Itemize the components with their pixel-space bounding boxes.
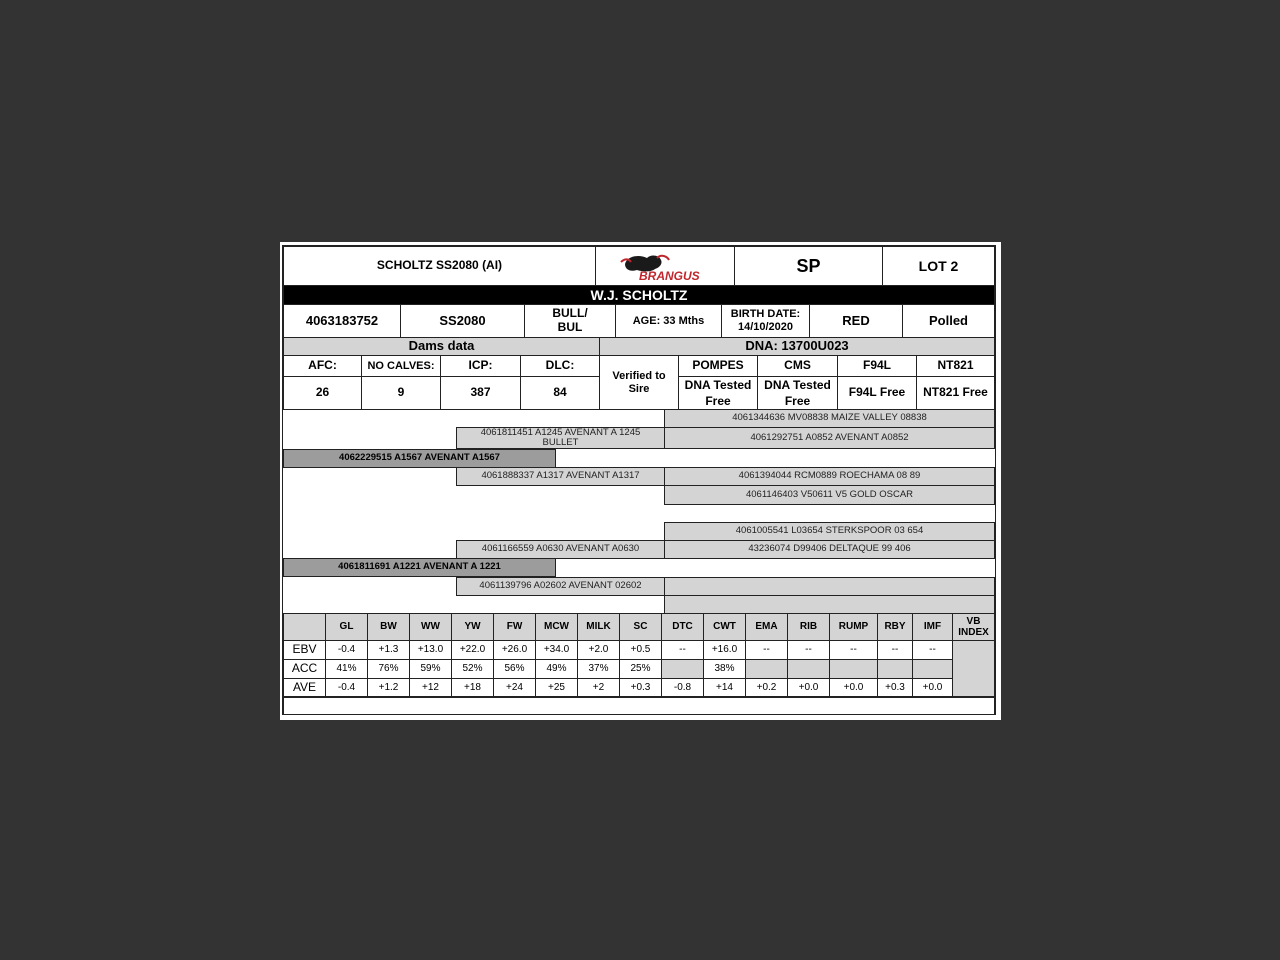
ped-dam-sire-sire: 4061005541 L03654 STERKSPOOR 03 654 — [664, 522, 995, 541]
birth-date-value: 14/10/2020 — [737, 321, 794, 333]
stats-cell-ave-rib: +0.0 — [787, 678, 830, 698]
stats-cell-ave-dtc: -0.8 — [661, 678, 704, 698]
ped-dam-sire-dam: 43236074 D99406 DELTAQUE 99 406 — [664, 540, 995, 559]
dna-test-name-cms: CMS — [757, 355, 838, 377]
stats-header-fw: FW — [493, 613, 536, 641]
stats-cell-acc-rib — [787, 659, 830, 679]
stats-row-label-ebv: EBV — [283, 640, 326, 660]
stats-corner — [283, 613, 326, 641]
stats-header-cwt: CWT — [703, 613, 746, 641]
dna-test-result-f94l: F94L Free — [837, 376, 917, 410]
stats-cell-ebv-mcw: +34.0 — [535, 640, 578, 660]
stats-cell-ave-rump: +0.0 — [829, 678, 878, 698]
stats-cell-ebv-rib: -- — [787, 640, 830, 660]
reg-number: 4063183752 — [283, 304, 401, 338]
stats-cell-ave-fw: +24 — [493, 678, 536, 698]
bull-logo-icon — [617, 250, 713, 282]
calves-value: 9 — [361, 376, 441, 410]
horn-cell: Polled — [902, 304, 995, 338]
ped-dam-dam-sire — [664, 577, 995, 596]
stats-cell-ave-cwt: +14 — [703, 678, 746, 698]
birth-date-cell — [721, 304, 810, 338]
dna-title: DNA: 13700U023 — [599, 337, 995, 356]
stats-cell-acc-dtc — [661, 659, 704, 679]
stats-row-label-ave: AVE — [283, 678, 326, 698]
stats-cell-ebv-cwt: +16.0 — [703, 640, 746, 660]
stats-cell-ebv-imf: -- — [912, 640, 953, 660]
afc-label: AFC: — [283, 355, 362, 377]
ped-dam-sire: 4061166559 A0630 AVENANT A0630 — [456, 540, 665, 559]
tag-number: SS2080 — [400, 304, 525, 338]
ped-dam-dam: 4061139796 A02602 AVENANT 02602 — [456, 577, 665, 596]
stats-header-ww: WW — [409, 613, 452, 641]
svg-text:BRANGUS: BRANGUS — [639, 269, 700, 282]
stats-cell-acc-sc: 25% — [619, 659, 662, 679]
stats-cell-acc-ema — [745, 659, 788, 679]
stats-header-rib: RIB — [787, 613, 830, 641]
ped-sire-dam: 4061888337 A1317 AVENANT A1317 — [456, 467, 665, 486]
stats-cell-ave-imf: +0.0 — [912, 678, 953, 698]
brangus-logo — [595, 246, 735, 286]
stats-cell-ebv-milk: +2.0 — [577, 640, 620, 660]
footer-row — [283, 696, 995, 715]
stats-cell-acc-mcw: 49% — [535, 659, 578, 679]
verified-cell: Verified to Sire — [599, 355, 679, 410]
sex-text: BULL/ BUL — [552, 306, 588, 334]
ped-sire-sire-dam: 4061292751 A0852 AVENANT A0852 — [664, 427, 995, 449]
stats-header-gl: GL — [325, 613, 368, 641]
stats-cell-acc-milk: 37% — [577, 659, 620, 679]
stats-cell-acc-yw: 52% — [451, 659, 494, 679]
stats-header-sc: SC — [619, 613, 662, 641]
dna-test-result-cms: DNA Tested Free — [757, 376, 838, 410]
stats-cell-acc-imf — [912, 659, 953, 679]
ped-dam-dam-dam — [664, 595, 995, 614]
colour-cell: RED — [809, 304, 903, 338]
stats-header-ema: EMA — [745, 613, 788, 641]
afc-value: 26 — [283, 376, 362, 410]
stats-cell-ave-mcw: +25 — [535, 678, 578, 698]
stats-cell-ebv-dtc: -- — [661, 640, 704, 660]
stats-cell-ebv-yw: +22.0 — [451, 640, 494, 660]
stats-cell-ave-bw: +1.2 — [367, 678, 410, 698]
stats-cell-ave-milk: +2 — [577, 678, 620, 698]
sex-cell — [524, 304, 616, 338]
dna-test-result-nt821: NT821 Free — [916, 376, 995, 410]
dna-test-name-f94l: F94L — [837, 355, 917, 377]
stats-row-label-acc: ACC — [283, 659, 326, 679]
stats-cell-ave-sc: +0.3 — [619, 678, 662, 698]
stats-cell-ave-ww: +12 — [409, 678, 452, 698]
stats-cell-acc-gl: 41% — [325, 659, 368, 679]
dlc-value: 84 — [520, 376, 600, 410]
dams-title: Dams data — [283, 337, 600, 356]
stats-header-rby: RBY — [877, 613, 913, 641]
age-cell: AGE: 33 Mths — [615, 304, 722, 338]
calves-label: NO CALVES: — [361, 355, 441, 377]
stats-cell-ebv-rump: -- — [829, 640, 878, 660]
stats-cell-ave-rby: +0.3 — [877, 678, 913, 698]
stats-header-bw: BW — [367, 613, 410, 641]
ped-dam: 4061811691 A1221 AVENANT A 1221 — [283, 558, 556, 577]
stats-cell-acc-cwt: 38% — [703, 659, 746, 679]
stats-cell-acc-rump — [829, 659, 878, 679]
dna-test-name-nt821: NT821 — [916, 355, 995, 377]
ped-sire: 4062229515 A1567 AVENANT A1567 — [283, 449, 556, 468]
stats-cell-ave-gl: -0.4 — [325, 678, 368, 698]
icp-label: ICP: — [440, 355, 521, 377]
stats-cell-ebv-ww: +13.0 — [409, 640, 452, 660]
stats-cell-acc-ww: 59% — [409, 659, 452, 679]
ped-sire-sire-sire: 4061344636 MV08838 MAIZE VALLEY 08838 — [664, 409, 995, 428]
stats-header-vb-index: VB INDEX — [952, 613, 995, 641]
stats-cell-ave-yw: +18 — [451, 678, 494, 698]
dna-test-name-pompes: POMPES — [678, 355, 758, 377]
stats-header-dtc: DTC — [661, 613, 704, 641]
stats-header-yw: YW — [451, 613, 494, 641]
stats-header-imf: IMF — [912, 613, 953, 641]
stats-cell-ebv-fw: +26.0 — [493, 640, 536, 660]
birth-date-label: BIRTH DATE: — [730, 308, 801, 321]
dna-test-result-pompes: DNA Tested Free — [678, 376, 758, 410]
icp-value: 387 — [440, 376, 521, 410]
ped-sire-dam-dam: 4061146403 V50611 V5 GOLD OSCAR — [664, 485, 995, 505]
stats-cell-ebv-ema: -- — [745, 640, 788, 660]
stats-cell-ebv-sc: +0.5 — [619, 640, 662, 660]
stats-cell-ebv-gl: -0.4 — [325, 640, 368, 660]
ped-sire-sire: 4061811451 A1245 AVENANT A 1245 BULLET — [456, 427, 665, 449]
stats-header-milk: MILK — [577, 613, 620, 641]
lot-card — [280, 242, 1001, 720]
code-cell: SP — [734, 246, 883, 286]
stats-cell-acc-bw: 76% — [367, 659, 410, 679]
stats-cell-acc-fw: 56% — [493, 659, 536, 679]
lot-number: LOT 2 — [882, 246, 995, 286]
stats-header-mcw: MCW — [535, 613, 578, 641]
dlc-label: DLC: — [520, 355, 600, 377]
breeder-bar: W.J. SCHOLTZ — [283, 285, 995, 305]
stats-cell-ebv-rby: -- — [877, 640, 913, 660]
stats-cell-ebv-bw: +1.3 — [367, 640, 410, 660]
animal-name: SCHOLTZ SS2080 (AI) — [283, 246, 596, 286]
stats-cell-acc-rby — [877, 659, 913, 679]
ped-sire-dam-sire: 4061394044 RCM0889 ROECHAMA 08 89 — [664, 467, 995, 486]
stats-vb-index-value — [952, 640, 995, 698]
stats-header-rump: RUMP — [829, 613, 878, 641]
stats-cell-ave-ema: +0.2 — [745, 678, 788, 698]
